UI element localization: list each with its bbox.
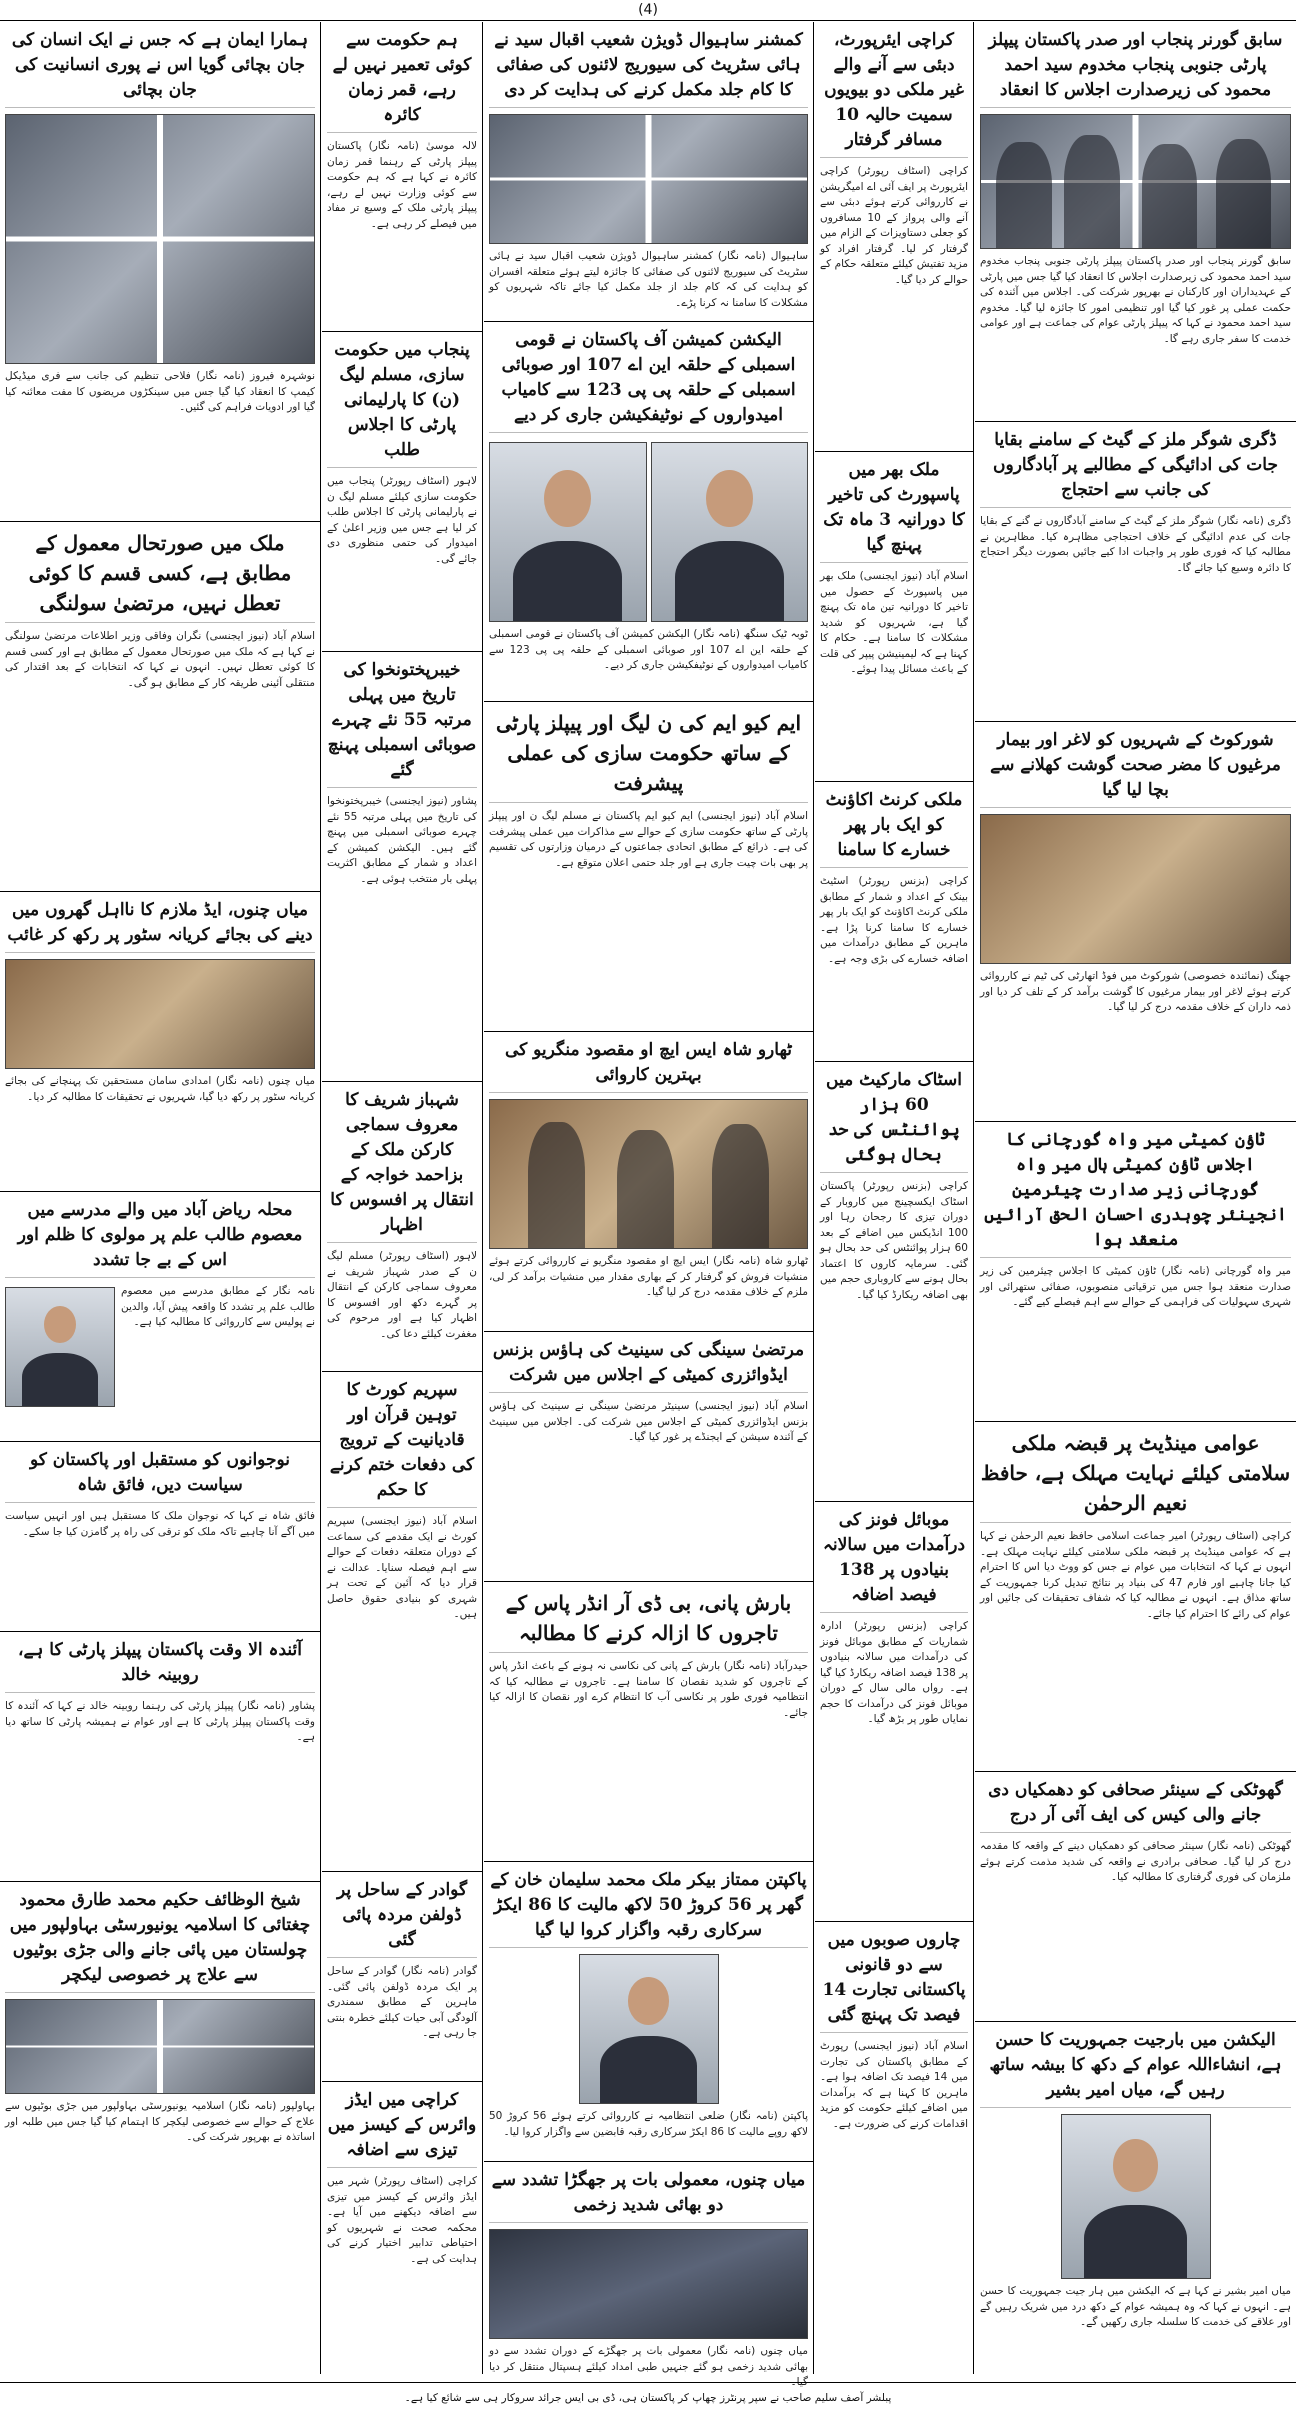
article	[0, 1442, 320, 1632]
article	[975, 1422, 1296, 1772]
article-body: گھوٹکی (نامہ نگار) سینئر صحافی کو دھمکیاں دینے کے واقعہ کا مقدمہ درج کر لیا گیا۔ صحافی برادری نے واقعہ کی شدید مذمت کرتے ہوئے ملزمان کی فوری گرفتاری کا مطالبہ کیا۔	[980, 1840, 1291, 1883]
article	[322, 332, 482, 652]
article-body: اسلام آباد (نیوز ایجنسی) سینیٹر مرتضیٰ سینگی نے سینیٹ کی ہاؤس بزنس ایڈوائزری کمیٹی کے اجلاس میں شرکت کی۔ اجلاس میں سینیٹ کے آئندہ سیشن کے ایجنڈے پر غور کیا گیا۔	[489, 1400, 808, 1443]
article	[975, 1772, 1296, 2022]
publisher-imprint: پبلشر آصف سلیم صاحب نے سپر پرنٹرز چھاپ کر پاکستان ہی، ڈی بی ایس جرائد سروکار ہی سے شائع کیا ہے۔	[0, 2382, 1296, 2413]
news-photo	[980, 814, 1291, 964]
headline: ایم کیو ایم کی ن لیگ اور پیپلز پارٹی کے ساتھ حکومت سازی کی عملی پیشرفت	[489, 708, 808, 803]
headline: کمشنر ساہیوال ڈویژن شعیب اقبال سید نے ہائی سٹریٹ کی سیوریج لائنوں کی صفائی کا کام جلد مکمل کرنے کی ہدایت کر دی	[489, 28, 808, 108]
page-number: (4)	[638, 2, 658, 18]
article-body: نوشہرہ فیروز (نامہ نگار) فلاحی تنظیم کی جانب سے فری میڈیکل کیمپ کا انعقاد کیا گیا جس میں سینکڑوں مریضوں کا مفت معائنہ کیا گیا اور ادویات فراہم کی گئیں۔	[5, 370, 315, 413]
article-body: لالہ موسیٰ (نامہ نگار) پاکستان پیپلز پارٹی کے رہنما قمر زمان کائرہ نے کہا ہے کہ ہم حکومت سے کوئی وزارت نہیں لے رہے، پیپلز پارٹی ملک کے وسیع تر مفاد میں فیصلے کر رہی ہے۔	[327, 140, 477, 230]
article-body: ساہیوال (نامہ نگار) کمشنر ساہیوال ڈویژن شعیب اقبال سید نے ہائی سٹریٹ کی سیوریج لائنوں کی صفائی کا جائزہ لیتے ہوئے متعلقہ افسران کو ہدایت کی کہ کام جلد از جلد مکمل کیا جائے تاکہ شہریوں کو مشکلات کا سامنا نہ کرنا پڑے۔	[489, 250, 808, 309]
article	[322, 1082, 482, 1372]
headline: شورکوٹ کے شہریوں کو لاغر اور بیمار مرغیوں کا مضر صحت گوشت کھلانے سے بچا لیا گیا	[980, 728, 1291, 808]
headline: کراچی میں ایڈز وائرس کے کیسز میں تیزی سے اضافہ	[327, 2088, 477, 2168]
article	[815, 452, 973, 782]
meeting-photo	[489, 114, 808, 244]
article	[484, 1862, 813, 2162]
article-body: کراچی (بزنس رپورٹر) اسٹیٹ بینک کے اعداد و شمار کے مطابق ملکی کرنٹ اکاؤنٹ کو ایک بار پھر خسارے کا سامنا کرنا پڑا ہے۔ ماہرین کے مطابق درآمدات میں اضافہ خسارے کی بڑی وجہ ہے۔	[820, 875, 968, 965]
article-body: لاہور (اسٹاف رپورٹر) مسلم لیگ ن کے صدر شہباز شریف نے معروف سماجی کارکن کے انتقال پر گہرے دکھ اور افسوس کا اظہار کیا ہے اور مرحوم کی مغفرت کیلئے دعا کی۔	[327, 1250, 477, 1340]
article	[322, 652, 482, 1082]
article	[815, 782, 973, 1062]
article	[484, 322, 813, 702]
article	[484, 1032, 813, 1332]
headline: شہباز شریف کا معروف سماجی کارکن ملک کے بزاحمد خواجہ کے انتقال پر افسوس کا اظہار	[327, 1088, 477, 1243]
article	[0, 1192, 320, 1442]
injured-photo	[489, 2229, 808, 2339]
article-body: فائق شاہ نے کہا کہ نوجوان ملک کا مستقبل ہیں اور انہیں سیاست میں آگے آنا چاہیے تاکہ ملک کو ترقی کی راہ پر گامزن کیا جا سکے۔	[5, 1510, 315, 1538]
medical-camp-photo	[5, 114, 315, 364]
headline: ٹاؤن کمیٹی میر واہ گورچانی کا اجلاس ٹاؤن کمیٹی ہال میر واہ گورچانی زیر صدارت چیئرمین انجینئر چوہدری احسان الحق آرائیں منعقد ہوا	[980, 1128, 1291, 1258]
article-body: میر واہ گورچانی (نامہ نگار) ٹاؤن کمیٹی کا اجلاس چیئرمین کی زیر صدارت منعقد ہوا جس میں ترقیاتی منصوبوں، صفائی ستھرائی اور شہری سہولیات کی فراہمی کے حوالے سے اہم فیصلے کیے گئے۔	[980, 1265, 1291, 1308]
headline: ہم حکومت سے کوئی تعمیر نہیں لے رہے، قمر زمان کائرہ	[327, 28, 477, 133]
article	[484, 2162, 813, 2388]
article-body: حیدرآباد (نامہ نگار) بارش کے پانی کی نکاسی نہ ہونے کے باعث انڈر پاس کے تاجروں کو شدید نقصان کا سامنا ہے۔ تاجروں نے مطالبہ کیا کہ انتظامیہ فوری طور پر نکاسی آب کا انتظام کرے اور نقصان کا ازالہ کیا جائے۔	[489, 1660, 808, 1719]
column-2	[815, 22, 973, 2374]
article-body: کراچی (بزنس رپورٹر) پاکستان اسٹاک ایکسچینج میں کاروبار کے دوران تیزی کا رجحان رہا اور 100 انڈیکس میں اضافے کے بعد 60 ہزار پوائنٹس کی حد بحال ہو گئی۔ سرمایہ کاروں کا اعتماد بحال ہونے سے کاروباری حجم میں بھی اضافہ ریکارڈ کیا گیا۔	[820, 1180, 968, 1301]
headline: چاروں صوبوں میں سے دو قانونی پاکستانی تجارت 14 فیصد تک پہنچ گئی	[820, 1928, 968, 2033]
headline: کراچی ایئرپورٹ، دبئی سے آنے والے غیر ملکی دو بیویوں سمیت حالیہ 10 مسافر گرفتار	[820, 28, 968, 158]
headline: سپریم کورٹ کا توہین قرآن اور قادیانیت کے ترویج کی دفعات ختم کرنے کا حکم	[327, 1378, 477, 1508]
article	[815, 1502, 973, 1922]
article-body: گوادر (نامہ نگار) گوادر کے ساحل پر ایک مردہ ڈولفن پائی گئی۔ ماہرین کے مطابق سمندری آلودگی آبی حیات کیلئے خطرہ بنتی جا رہی ہے۔	[326, 1965, 477, 2039]
portrait-photo	[1061, 2114, 1211, 2279]
article	[815, 22, 973, 452]
portrait-photo	[651, 442, 809, 622]
column-rule	[482, 22, 483, 2374]
article-body: کراچی (بزنس رپورٹر) ادارہ شماریات کے مطابق موبائل فونز کی درآمدات میں سالانہ بنیادوں پر 138 فیصد اضافہ ریکارڈ کیا گیا ہے۔ رواں مالی سال کے دوران موبائل فونز کی درآمدات کا حجم نمایاں طور پر بڑھ گیا۔	[820, 1620, 969, 1725]
headline: ٹھارو شاہ ایس ایچ او مقصود منگریو کی بہترین کاروائی	[489, 1038, 808, 1093]
headline: خیبرپختونخوا کی تاریخ میں پہلی مرتبہ 55 نئے چہرے صوبائی اسمبلی پہنچ گئے	[327, 658, 477, 788]
article-body: ٹھارو شاہ (نامہ نگار) ایس ایچ او مقصود منگریو نے کارروائی کرتے ہوئے منشیات فروش کو گرفتار کر کے بھاری مقدار میں منشیات برآمد کر لی، ملزم کے خلاف مقدمہ درج کر لیا گیا۔	[489, 1255, 808, 1298]
headline: موبائل فونز کی درآمدات میں سالانہ بنیادوں پر 138 فیصد اضافہ	[820, 1508, 968, 1613]
headline: ڈگری شوگر ملز کے گیٹ کے سامنے بقایا جات کی ادائیگی کے مطالبے پر آبادگاروں کی جانب سے احتجاج	[980, 428, 1291, 508]
column-4	[322, 22, 482, 2374]
article-body: بہاولپور (نامہ نگار) اسلامیہ یونیورسٹی بہاولپور میں جڑی بوٹیوں سے علاج کے حوالے سے خصوصی لیکچر کا اہتمام کیا گیا جس میں طلبہ اور اساتذہ نے بھرپور شرکت کی۔	[5, 2100, 315, 2143]
group-photo	[980, 114, 1291, 249]
lecture-photo	[5, 1999, 315, 2094]
article	[322, 1372, 482, 1872]
article-body: اسلام آباد (نیوز ایجنسی) رپورٹ کے مطابق پاکستان کی تجارت میں 14 فیصد تک اضافہ ہوا ہے۔ ماہرین کا کہنا ہے کہ برآمدات میں اضافے کیلئے حکومت کو مزید اقدامات کرنے کی ضرورت ہے۔	[820, 2040, 969, 2130]
headline: بارش پانی، بی ڈی آر انڈر پاس کے تاجروں کا ازالہ کرنے کا مطالبہ	[489, 1588, 808, 1653]
article-body: جھنگ (نمائندہ خصوصی) شورکوٹ میں فوڈ اتھارٹی کی ٹیم نے کارروائی کرتے ہوئے لاغر اور بیمار مرغیوں کا گوشت برآمد کر کے تلف کر دیا اور ذمہ داران کے خلاف مقدمہ درج کر لیا گیا۔	[980, 970, 1291, 1013]
article-body: ڈگری (نامہ نگار) شوگر ملز کے گیٹ کے سامنے آبادگاروں نے گنے کے بقایا جات کی عدم ادائیگی کے خلاف احتجاجی مظاہرہ کیا۔ مظاہرین نے مطالبہ کیا کہ فوری طور پر واجبات ادا کیے جائیں بصورت دیگر احتجاج کا دائرہ وسیع کیا جائے گا۔	[980, 515, 1291, 574]
child-photo	[5, 1287, 115, 1407]
headline: سابق گورنر پنجاب اور صدر پاکستان پیپلز پارٹی جنوبی پنجاب مخدوم سید احمد محمود کی زیرصدارت اجلاس کا انعقاد	[980, 28, 1291, 108]
headline: مرتضیٰ سینگی کی سینیٹ کی ہاؤس بزنس ایڈوائزری کمیٹی کے اجلاس میں شرکت	[489, 1338, 808, 1393]
headline: شیخ الوظائف حکیم محمد طارق محمود چغتائی کا اسلامیہ یونیورسٹی بہاولپور میں چولستان میں پائی جانے والی جڑی بوٹیوں سے علاج پر خصوصی لیکچر	[5, 1888, 315, 1993]
headline: الیکشن میں بارجیت جمہوریت کا حسن ہے، انشاءاللہ عوام کے دکھ کا بیشہ ساتھ رہیں گے، میاں امیر بشیر	[980, 2028, 1291, 2108]
article-body: پشاور (نامہ نگار) پیپلز پارٹی کی رہنما روبینہ خالد نے کہا کہ آئندہ کا وقت پاکستان پیپلز پارٹی کا ہے اور عوام نے ہمیشہ پارٹی کا ساتھ دیا ہے۔	[5, 1700, 315, 1743]
headline: عوامی مینڈیٹ پر قبضہ ملکی سلامتی کیلئے نہایت مہلک ہے، حافظ نعیم الرحمٰن	[980, 1428, 1291, 1523]
article-body: نامہ نگار کے مطابق مدرسے میں معصوم طالب علم پر تشدد کا واقعہ پیش آیا، والدین نے پولیس سے کارروائی کا مطالبہ کیا ہے۔	[121, 1285, 315, 1328]
headline: ملک بھر میں پاسپورٹ کی تاخیر کا دورانیہ 3 ماہ تک پہنچ گیا	[820, 458, 968, 563]
article-body: کراچی (اسٹاف رپورٹر) شہر میں ایڈز وائرس کے کیسز میں تیزی سے اضافہ دیکھنے میں آیا ہے۔ محکمہ صحت نے شہریوں کو احتیاطی تدابیر اختیار کرنے کی ہدایت کی ہے۔	[327, 2175, 477, 2265]
police-photo	[489, 1099, 808, 1249]
article-body: میاں امیر بشیر نے کہا ہے کہ الیکشن میں ہار جیت جمہوریت کا حسن ہے۔ انہوں نے کہا کہ وہ ہمیشہ عوام کے دکھ درد میں شریک رہیں گے اور علاقے کی خدمت کا سلسلہ جاری رکھیں گے۔	[980, 2285, 1291, 2328]
article-body: پشاور (نیوز ایجنسی) خیبرپختونخوا کی تاریخ میں پہلی مرتبہ 55 نئے چہرے صوبائی اسمبلی میں پہنچ گئے ہیں۔ الیکشن کمیشن کے اعداد و شمار کے مطابق اکثریت پہلی بار منتخب ہوئی ہے۔	[327, 795, 477, 885]
article	[815, 1922, 973, 2374]
headline: ملکی کرنٹ اکاؤنٹ کو ایک بار پھر خسارے کا سامنا	[820, 788, 968, 868]
column-5	[0, 22, 320, 2374]
article	[0, 1632, 320, 1882]
headline: میاں چنوں، معمولی بات پر جھگڑا تشدد سے دو بھائی شدید زخمی	[489, 2168, 808, 2223]
column-rule	[813, 22, 814, 2374]
headline: پاکپتن ممتاز بیکر ملک محمد سلیمان خان کے گھر پر 56 کروڑ 50 لاکھ مالیت کا 86 ایکڑ سرکاری رقبہ واگزار کروا لیا گیا	[489, 1868, 808, 1948]
headline: نوجوانوں کو مستقبل اور پاکستان کو سیاست دیں، فائق شاہ	[5, 1448, 315, 1503]
article	[484, 702, 813, 1032]
column-rule	[973, 22, 974, 2374]
portrait-photo	[489, 442, 647, 622]
article	[322, 2082, 482, 2374]
article	[975, 22, 1296, 422]
top-rule	[0, 20, 1296, 21]
article-body: اسلام آباد (نیوز ایجنسی) سپریم کورٹ نے ایک مقدمے کی سماعت کے دوران متعلقہ دفعات کے حوالے سے اہم فیصلہ سنایا۔ عدالت نے قرار دیا کہ آئین کے تحت ہر شہری کو بنیادی حقوق حاصل ہیں۔	[327, 1515, 477, 1620]
article-body: پاکپتن (نامہ نگار) ضلعی انتظامیہ نے کارروائی کرتے ہوئے 56 کروڑ 50 لاکھ روپے مالیت کا 86 ایکڑ سرکاری رقبہ قابضین سے واگزار کروا لیا۔	[489, 2110, 808, 2138]
headline: الیکشن کمیشن آف پاکستان نے قومی اسمبلی کے حلقہ این اے 107 اور صوبائی اسمبلی کے حلقہ پی پی 123 سے کامیاب امیدواروں کے نوٹیفکیشن جاری کر دیے	[489, 328, 808, 433]
portrait-pair	[489, 439, 808, 627]
article	[484, 1582, 813, 1862]
article	[484, 1332, 813, 1582]
article	[975, 422, 1296, 722]
article-body: کراچی (اسٹاف رپورٹر) امیر جماعت اسلامی حافظ نعیم الرحمٰن نے کہا ہے کہ عوامی مینڈیٹ پر قبضہ ملکی سلامتی کیلئے نہایت مہلک ہے۔ انہوں نے کہا کہ انتخابات میں عوام نے جس کو ووٹ دیا اس کا احترام کیا جانا چاہیے اور فارم 47 کی بنیاد پر نتائج تبدیل کرنا جمہوریت کے ساتھ مذاق ہے۔ انہوں نے مطالبہ کیا کہ شفاف تحقیقات کی جائیں اور عوام کی رائے کا احترام کیا جائے۔	[980, 1530, 1291, 1620]
article	[322, 1872, 482, 2082]
portrait-photo	[579, 1954, 719, 2104]
article	[815, 1062, 973, 1502]
column-rule	[320, 22, 321, 2374]
headline: گوادر کے ساحل پر ڈولفن مردہ پائی گئی	[327, 1878, 477, 1958]
article	[484, 22, 813, 322]
headline: آئندہ الا وقت پاکستان پیپلز پارٹی کا ہے، روبینہ خالد	[5, 1638, 315, 1693]
article	[975, 2022, 1296, 2374]
article-body: لاہور (اسٹاف رپورٹر) پنجاب میں حکومت سازی کیلئے مسلم لیگ ن نے پارلیمانی پارٹی کا اجلاس طلب کر لیا ہے جس میں وزیر اعلیٰ کے امیدوار کی حتمی منظوری دی جائے گی۔	[327, 475, 477, 565]
column-3	[484, 22, 813, 2388]
article-body: کراچی (اسٹاف رپورٹر) کراچی ایئرپورٹ پر ایف آئی اے امیگریشن نے کارروائی کرتے ہوئے دبئی سے آنے والی پرواز کے 10 مسافروں کو جعلی دستاویزات کے الزام میں گرفتار کر لیا۔ گرفتار افراد کو مزید تفتیش کیلئے متعلقہ حکام کے حوالے کر دیا گیا۔	[820, 165, 968, 286]
article-body: اسلام آباد (نیوز ایجنسی) ایم کیو ایم پاکستان نے مسلم لیگ ن اور پیپلز پارٹی کے ساتھ حکومت سازی کے حوالے سے مذاکرات میں عملی پیشرفت کی ہے۔ ذرائع کے مطابق اتحادی جماعتوں کے درمیان وزارتوں کی تقسیم پر بھی بات چیت جاری ہے اور جلد حتمی اعلان متوقع ہے۔	[489, 810, 808, 869]
article-body: ٹوبہ ٹیک سنگھ (نامہ نگار) الیکشن کمیشن آف پاکستان نے قومی اسمبلی کے حلقہ این اے 107 اور صوبائی اسمبلی کے حلقہ پی پی 123 سے کامیاب امیدواروں کے نوٹیفکیشن جاری کر دیے۔	[489, 628, 808, 671]
article	[0, 22, 320, 522]
article-body: اسلام آباد (نیوز ایجنسی) ملک بھر میں پاسپورٹ کے حصول میں تاخیر کا دورانیہ تین ماہ تک پہنچ گیا ہے، شہریوں کو شدید مشکلات کا سامنا ہے۔ حکام کا کہنا ہے کہ لیمینیشن پیپر کی قلت کے باعث مسائل پیدا ہوئے۔	[820, 570, 968, 675]
article-body: سابق گورنر پنجاب اور صدر پاکستان پیپلز پارٹی جنوبی پنجاب مخدوم سید احمد محمود کی زیرصدارت اجلاس کا انعقاد کیا گیا جس میں پارٹی کے عہدیداران اور کارکنان نے بھرپور شرکت کی۔ اجلاس میں آئندہ کی حکمت عملی پر غور کیا گیا اور تنظیمی امور کا جائزہ لیا گیا۔ مخدوم سید احمد محمود نے کہا کہ پیپلز پارٹی عوام کی جماعت ہے اور عوامی خدمت کا سفر جاری رہے گا۔	[980, 255, 1291, 345]
article-body: میاں چنوں (نامہ نگار) امدادی سامان مستحقین تک پہنچانے کی بجائے کریانہ سٹور پر رکھ دیا گیا، شہریوں نے تحقیقات کا مطالبہ کر دیا۔	[5, 1075, 315, 1103]
headline: گھوٹکی کے سینئر صحافی کو دھمکیاں دی جانے والی کیس کی ایف آئی آر درج	[980, 1778, 1291, 1833]
article	[975, 1122, 1296, 1422]
article	[322, 22, 482, 332]
headline: ملک میں صورتحال معمول کے مطابق ہے، کسی قسم کا کوئی تعطل نہیں، مرتضیٰ سولنگی	[5, 528, 315, 623]
headline: ہمارا ایمان ہے کہ جس نے ایک انسان کی جان بچائی گویا اس نے پوری انسانیت کی جان بچائی	[5, 28, 315, 108]
article	[975, 722, 1296, 1122]
headline: میاں چنوں، ایڈ ملازم کا نااہل گھروں میں دینے کی بجائے کریانہ سٹور پر رکھ کر غائب	[5, 898, 315, 953]
headline: محلہ ریاض آباد میں والے مدرسے میں معصوم طالب علم پر مولوی کا ظلم اور اس کے بے جا تشدد	[5, 1198, 315, 1278]
column-1	[975, 22, 1296, 2374]
article	[0, 1882, 320, 2374]
store-photo	[5, 959, 315, 1069]
article-body: میاں چنوں (نامہ نگار) معمولی بات پر جھگڑے کے دوران تشدد سے دو بھائی شدید زخمی ہو گئے جنہیں طبی امداد کیلئے ہسپتال منتقل کر دیا گیا۔	[489, 2345, 808, 2388]
article-body: اسلام آباد (نیوز ایجنسی) نگران وفاقی وزیر اطلاعات مرتضیٰ سولنگی نے کہا ہے کہ ملک میں صورتحال معمول کے مطابق ہے اور کسی قسم کا کوئی تعطل نہیں۔ انہوں نے کہا کہ انتخابات کے بعد اقتدار کی منتقلی آئینی طریقہ کار کے مطابق ہو گی۔	[5, 630, 315, 689]
headline: پنجاب میں حکومت سازی، مسلم لیگ (ن) کا پارلیمانی پارٹی کا اجلاس طلب	[327, 338, 477, 468]
headline: اسٹاک مارکیٹ میں 60 ہزار پوائنٹس کی حد بحال ہوگئی	[820, 1068, 968, 1173]
article	[0, 892, 320, 1192]
article	[0, 522, 320, 892]
